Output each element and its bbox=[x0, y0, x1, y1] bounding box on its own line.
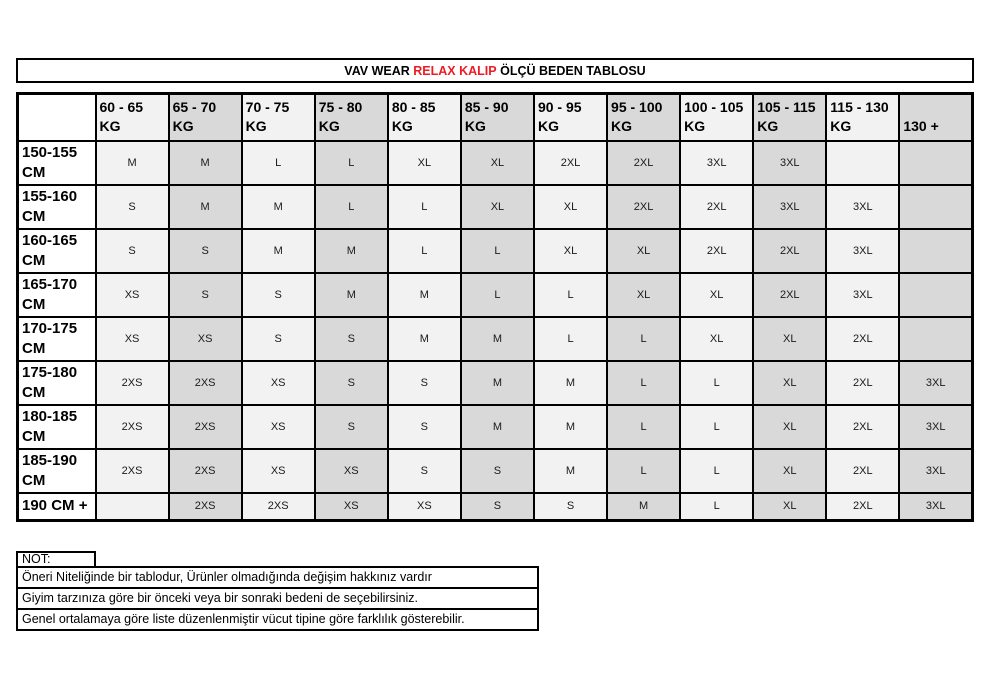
size-cell: XL bbox=[607, 273, 680, 317]
size-cell: XS bbox=[96, 317, 169, 361]
size-cell: S bbox=[461, 449, 534, 493]
size-cell: S bbox=[534, 493, 607, 521]
table-row bbox=[18, 185, 973, 229]
size-cell: L bbox=[315, 141, 388, 185]
size-cell: L bbox=[607, 405, 680, 449]
size-cell: XL bbox=[534, 185, 607, 229]
size-cell: M bbox=[169, 141, 242, 185]
row-label-cell: 155-160 CM bbox=[18, 185, 96, 229]
size-cell: M bbox=[461, 317, 534, 361]
title-suffix: ÖLÇÜ BEDEN TABLOSU bbox=[496, 63, 646, 78]
size-cell: L bbox=[242, 141, 315, 185]
kg-header-cell: 115 - 130 KG bbox=[826, 94, 899, 141]
kg-header-cell: 100 - 105 KG bbox=[680, 94, 753, 141]
size-cell: 2XS bbox=[96, 449, 169, 493]
size-cell: S bbox=[461, 493, 534, 521]
size-cell: S bbox=[388, 361, 461, 405]
size-cell: S bbox=[242, 273, 315, 317]
kg-header-cell: 130 + bbox=[899, 94, 972, 141]
size-cell: M bbox=[242, 185, 315, 229]
size-cell: XL bbox=[753, 405, 826, 449]
size-cell: M bbox=[96, 141, 169, 185]
size-cell: 2XS bbox=[169, 449, 242, 493]
size-cell: 2XL bbox=[534, 141, 607, 185]
size-cell: L bbox=[461, 229, 534, 273]
size-cell: L bbox=[388, 185, 461, 229]
size-cell: XS bbox=[315, 449, 388, 493]
size-cell bbox=[899, 185, 972, 229]
size-cell: 3XL bbox=[680, 141, 753, 185]
table-row bbox=[18, 449, 973, 493]
size-cell: XL bbox=[753, 449, 826, 493]
size-cell: 3XL bbox=[826, 273, 899, 317]
size-cell: XS bbox=[242, 361, 315, 405]
size-cell: 2XL bbox=[826, 405, 899, 449]
size-cell: L bbox=[607, 361, 680, 405]
size-cell: S bbox=[315, 405, 388, 449]
size-cell: 3XL bbox=[899, 405, 972, 449]
size-cell: 2XL bbox=[607, 185, 680, 229]
size-cell: XS bbox=[315, 493, 388, 521]
size-cell: L bbox=[315, 185, 388, 229]
size-cell: 3XL bbox=[753, 185, 826, 229]
title-prefix: VAV WEAR bbox=[344, 63, 414, 78]
size-cell: XL bbox=[680, 273, 753, 317]
row-label-cell: 180-185 CM bbox=[18, 405, 96, 449]
size-cell: 2XL bbox=[680, 229, 753, 273]
size-cell: M bbox=[534, 405, 607, 449]
size-cell: 2XL bbox=[826, 361, 899, 405]
size-cell: 2XS bbox=[242, 493, 315, 521]
size-cell: XL bbox=[680, 317, 753, 361]
size-cell: S bbox=[96, 185, 169, 229]
row-label-cell: 175-180 CM bbox=[18, 361, 96, 405]
note-line: Giyim tarzınıza göre bir önceki veya bir sonraki bedeni de seçebilirsiniz. bbox=[16, 587, 539, 610]
size-cell: L bbox=[680, 405, 753, 449]
size-cell: S bbox=[169, 273, 242, 317]
page-title bbox=[16, 58, 974, 83]
table-row bbox=[18, 273, 973, 317]
size-cell: 3XL bbox=[753, 141, 826, 185]
kg-header-cell: 105 - 115 KG bbox=[753, 94, 826, 141]
size-cell: XL bbox=[607, 229, 680, 273]
size-cell: L bbox=[680, 449, 753, 493]
size-cell: L bbox=[534, 317, 607, 361]
size-cell: M bbox=[315, 273, 388, 317]
size-cell bbox=[826, 141, 899, 185]
size-cell: XS bbox=[388, 493, 461, 521]
size-cell: 3XL bbox=[899, 361, 972, 405]
size-cell: S bbox=[96, 229, 169, 273]
size-cell: XL bbox=[461, 141, 534, 185]
size-cell: XS bbox=[242, 449, 315, 493]
table-row bbox=[18, 229, 973, 273]
size-cell: M bbox=[534, 361, 607, 405]
note-line: Genel ortalamaya göre liste düzenlenmiştir vücut tipine göre farklılık gösterebilir. bbox=[16, 608, 539, 631]
size-cell: XL bbox=[388, 141, 461, 185]
size-cell: M bbox=[388, 273, 461, 317]
size-cell: 2XS bbox=[169, 405, 242, 449]
size-cell: L bbox=[607, 449, 680, 493]
kg-header-cell: 95 - 100 KG bbox=[607, 94, 680, 141]
size-cell: XL bbox=[753, 493, 826, 521]
size-cell: M bbox=[607, 493, 680, 521]
row-label-cell: 185-190 CM bbox=[18, 449, 96, 493]
size-cell: S bbox=[315, 361, 388, 405]
notes-header: NOT: bbox=[16, 551, 96, 568]
size-cell: S bbox=[242, 317, 315, 361]
size-cell bbox=[899, 229, 972, 273]
size-cell: S bbox=[169, 229, 242, 273]
kg-header-cell: 90 - 95 KG bbox=[534, 94, 607, 141]
row-label-cell: 165-170 CM bbox=[18, 273, 96, 317]
table-header bbox=[18, 94, 973, 141]
table-row bbox=[18, 405, 973, 449]
kg-header-cell: 80 - 85 KG bbox=[388, 94, 461, 141]
size-cell: 3XL bbox=[899, 493, 972, 521]
size-cell: 2XL bbox=[680, 185, 753, 229]
row-label-cell: 150-155 CM bbox=[18, 141, 96, 185]
size-cell: L bbox=[461, 273, 534, 317]
size-cell: M bbox=[388, 317, 461, 361]
table-row bbox=[18, 317, 973, 361]
size-cell: S bbox=[388, 405, 461, 449]
size-cell: M bbox=[169, 185, 242, 229]
size-cell: XS bbox=[169, 317, 242, 361]
size-cell: L bbox=[680, 493, 753, 521]
table-row bbox=[18, 141, 973, 185]
size-table bbox=[16, 92, 974, 522]
table-body bbox=[18, 141, 973, 521]
row-label-cell: 190 CM + bbox=[18, 493, 96, 521]
size-cell: 2XS bbox=[96, 405, 169, 449]
title-highlight: RELAX KALIP bbox=[413, 63, 497, 78]
size-cell: 2XL bbox=[826, 317, 899, 361]
table-row bbox=[18, 493, 973, 521]
size-cell: 2XS bbox=[169, 361, 242, 405]
kg-header-cell: 70 - 75 KG bbox=[242, 94, 315, 141]
size-cell bbox=[96, 493, 169, 521]
size-cell: XL bbox=[534, 229, 607, 273]
notes-section bbox=[16, 551, 539, 631]
size-cell: M bbox=[242, 229, 315, 273]
size-cell: XL bbox=[753, 317, 826, 361]
size-cell: 2XS bbox=[96, 361, 169, 405]
row-label-cell: 160-165 CM bbox=[18, 229, 96, 273]
size-cell bbox=[899, 273, 972, 317]
kg-header-cell: 85 - 90 KG bbox=[461, 94, 534, 141]
size-cell: 2XL bbox=[826, 493, 899, 521]
size-cell: 3XL bbox=[826, 229, 899, 273]
size-cell: 2XL bbox=[753, 229, 826, 273]
size-cell: XS bbox=[242, 405, 315, 449]
size-cell: 3XL bbox=[899, 449, 972, 493]
note-line: Öneri Niteliğinde bir tablodur, Ürünler olmadığında değişim hakkınız vardır bbox=[16, 566, 539, 589]
size-cell: XL bbox=[753, 361, 826, 405]
size-cell: XL bbox=[461, 185, 534, 229]
size-cell: 2XL bbox=[826, 449, 899, 493]
size-cell: M bbox=[461, 405, 534, 449]
size-cell: L bbox=[388, 229, 461, 273]
size-cell: S bbox=[315, 317, 388, 361]
size-cell bbox=[899, 141, 972, 185]
size-cell: 2XS bbox=[169, 493, 242, 521]
size-cell: 3XL bbox=[826, 185, 899, 229]
size-cell: M bbox=[534, 449, 607, 493]
size-cell: XS bbox=[96, 273, 169, 317]
kg-header-cell: 65 - 70 KG bbox=[169, 94, 242, 141]
corner-cell bbox=[18, 94, 96, 141]
row-label-cell: 170-175 CM bbox=[18, 317, 96, 361]
size-cell: 2XL bbox=[607, 141, 680, 185]
size-cell: L bbox=[534, 273, 607, 317]
size-cell: M bbox=[461, 361, 534, 405]
size-cell: M bbox=[315, 229, 388, 273]
table-row bbox=[18, 361, 973, 405]
kg-header-cell: 75 - 80 KG bbox=[315, 94, 388, 141]
size-cell: S bbox=[388, 449, 461, 493]
kg-header-cell: 60 - 65 KG bbox=[96, 94, 169, 141]
size-cell: L bbox=[680, 361, 753, 405]
size-cell: L bbox=[607, 317, 680, 361]
size-cell bbox=[899, 317, 972, 361]
size-cell: 2XL bbox=[753, 273, 826, 317]
